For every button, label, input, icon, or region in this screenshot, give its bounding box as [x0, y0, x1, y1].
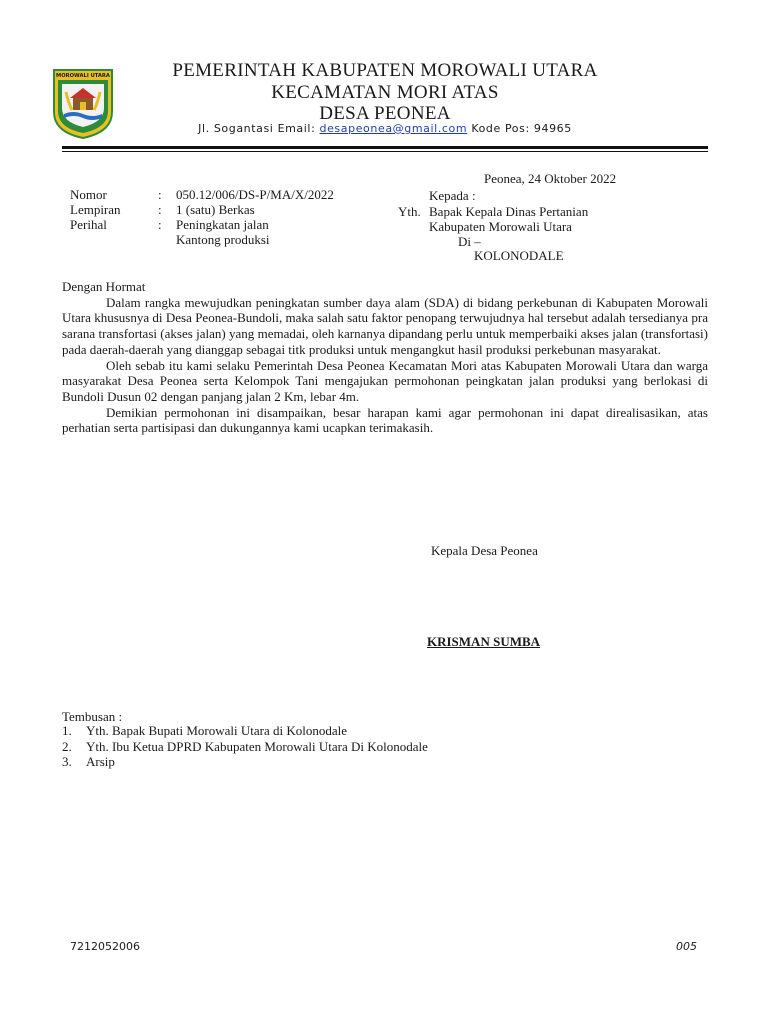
list-item	[62, 723, 428, 739]
email-link[interactable]: desapeonea@gmail.com	[319, 122, 468, 135]
place-date: Peonea, 24 Oktober 2022	[484, 171, 617, 186]
perihal-line-1: Peningkatan jalan	[176, 217, 269, 232]
header-district: KECAMATAN MORI ATAS	[271, 82, 499, 103]
recipient-city: KOLONODALE	[474, 248, 564, 263]
tembusan-list	[62, 723, 428, 770]
perihal-line-2: Kantong produksi	[176, 232, 270, 247]
header-address	[120, 122, 650, 135]
recipient-line-1: Bapak Kepala Dinas Pertanian	[429, 204, 589, 219]
nomor-value: 050.12/006/DS-P/MA/X/2022	[176, 187, 334, 202]
paragraph-3: Demikian permohonan ini disampaikan, besar harapan kami agar permohonan ini dapat direalisasikan, atas perhatian serta partisipasi dan dukungannya kami ucapkan terimakasih.	[62, 404, 708, 436]
nomor-label: Nomor	[70, 187, 107, 202]
header-rule-thin	[62, 151, 708, 152]
tembusan-label: Tembusan :	[62, 709, 123, 724]
list-item-text: Yth. Ibu Ketua DPRD Kabupaten Morowali Utara Di Kolonodale	[86, 738, 428, 754]
list-item-number: 3.	[62, 754, 72, 769]
header-village: DESA PEONEA	[319, 103, 451, 124]
logo-caption: MOROWALI UTARA	[56, 73, 110, 79]
list-item-text: Arsip	[86, 754, 115, 769]
header-rule-thick	[62, 146, 708, 149]
address-prefix: Jl. Sogantasi Email:	[198, 122, 320, 135]
signature-title: Kepala Desa Peonea	[431, 543, 538, 558]
postal-code: Kode Pos: 94965	[471, 122, 572, 135]
recipient-yth: Yth.	[398, 204, 421, 219]
list-item-number: 1.	[62, 723, 72, 738]
list-item	[62, 754, 428, 770]
recipient-di: Di –	[458, 234, 481, 249]
nomor-colon: :	[158, 187, 162, 202]
recipient-line-2: Kabupaten Morowali Utara	[429, 219, 572, 234]
paragraph-2: Oleh sebab itu kami selaku Pemerintah Desa Peonea Kecamatan Mori atas Kabupaten Morowali Utara dan warga masyarakat Desa Peonea serta Kelompok Tani mengajukan permohonan peingkatan jalan produksi yang berlokasi di Bundoli Dusun 02 dengan panjang jalan 2 Km, lebar 4m.	[62, 357, 708, 404]
letter-body	[62, 279, 708, 436]
regency-logo	[50, 66, 116, 140]
greeting: Dengan Hormat	[62, 279, 146, 294]
lampiran-value: 1 (satu) Berkas	[176, 202, 255, 217]
footer-code: 7212052006	[70, 940, 140, 953]
lampiran-label: Lempiran	[70, 202, 121, 217]
perihal-colon: :	[158, 217, 162, 232]
lampiran-colon: :	[158, 202, 162, 217]
list-item-text: Yth. Bapak Bupati Morowali Utara di Kolonodale	[86, 723, 348, 738]
list-item-number: 2.	[62, 738, 72, 754]
paragraph-1: Dalam rangka mewujudkan peningkatan sumber daya alam (SDA) di bidang perkebunan di Kabupaten Morowali Utara khususnya di Desa Peonea-Bundoli, maka salah satu faktor penopang terwujudnya hal tersebut adalah tersedianya pra sarana transfortasi (akses jalan) yang memadai, oleh karnanya dipandang perlu untuk memperbaiki akses jalan (transfortasi) pada daerah-daerah yang dianggap sebagai titk produksi untuk mengangkut hasil produksi perkebunan masyarakat.	[62, 294, 708, 357]
signature-name: KRISMAN SUMBA	[427, 634, 541, 649]
list-item	[62, 739, 428, 755]
header-government: PEMERINTAH KABUPATEN MOROWALI UTARA	[172, 60, 598, 81]
crest-icon	[50, 66, 116, 140]
footer-page-number: 005	[676, 940, 697, 953]
perihal-label: Perihal	[70, 217, 107, 232]
kepada-label: Kepada :	[429, 188, 476, 203]
